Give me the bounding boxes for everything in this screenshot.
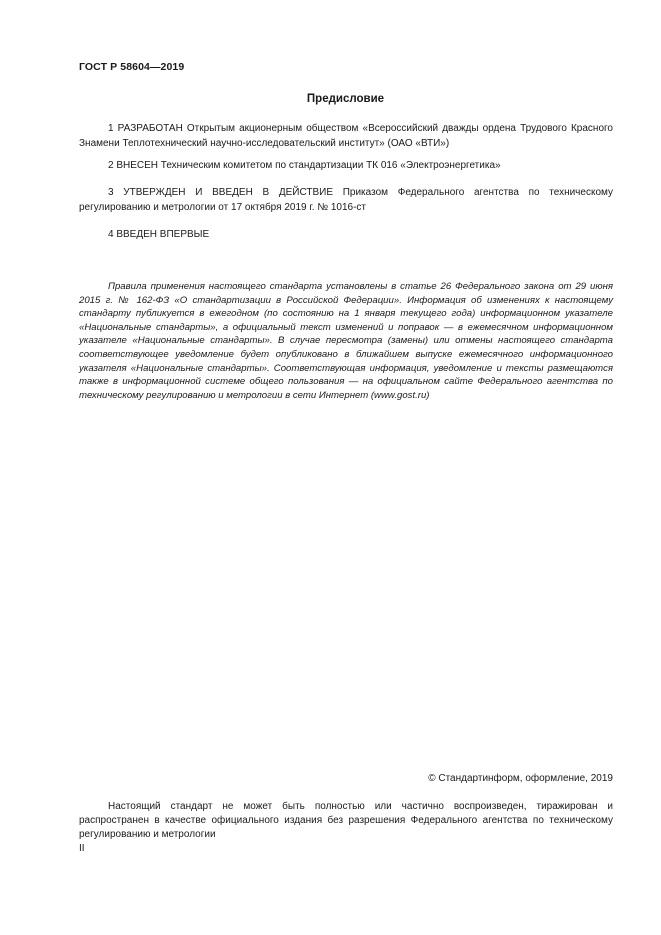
foreword-item-submitted: 2 ВНЕСЕН Техническим комитетом по стандартизации ТК 016 «Электроэнергетика» (108, 160, 501, 171)
foreword-item-approved: 3 УТВЕРЖДЕН И ВВЕДЕН В ДЕЙСТВИЕ Приказом Федерального агентства по техническому регулированию и метрологии от 17 октября 2019 г. № 1016-ст (79, 187, 613, 213)
foreword-title: Предисловие (306, 93, 385, 105)
foreword-item-introduced: 4 ВВЕДЕН ВПЕРВЫЕ (108, 229, 210, 240)
copyright-notice: © Стандартинформ, оформление, 2019 (428, 773, 613, 784)
foreword-item-developed: 1 РАЗРАБОТАН Открытым акционерным обществом «Всероссийский дважды ордена Трудового Красного Знамени Теплотехнический научно-исследовательский институт» (ОАО «ВТИ») (79, 123, 613, 149)
document-code: ГОСТ Р 58604—2019 (79, 61, 185, 73)
application-rules-notice: Правила применения настоящего стандарта установлены в статье 26 Федерального закона от 29 июня 2015 г. № 162-ФЗ «О стандартизации в Российской Федерации». Информация об изменениях к настоящему стандарту публикуется в ежегодном (по состоянию на 1 января текущего года) информационном указателе «Национальные стандарты», а официальный текст изменений и поправок — в ежемесячном информационном указателе «Национальные стандарты». В случае пересмотра (замены) или отмены настоящего стандарта соответствующее уведомление будет опубликовано в ближайшем выпуске ежемесячного информационного указателя «Национальные стандарты». Соответствующая информация, уведомление и тексты размещаются также в информационной системе общего пользования — на официальном сайте Федерального агентства по техническому регулированию и метрологии в сети Интернет (www.gost.ru) (79, 281, 613, 401)
reproduction-restriction: Настоящий стандарт не может быть полностью или частично воспроизведен, тиражирован и распространен в качестве официального издания без разрешения Федерального агентства по техническому регулированию и метрологии (79, 801, 613, 840)
page-number: II (79, 843, 85, 854)
